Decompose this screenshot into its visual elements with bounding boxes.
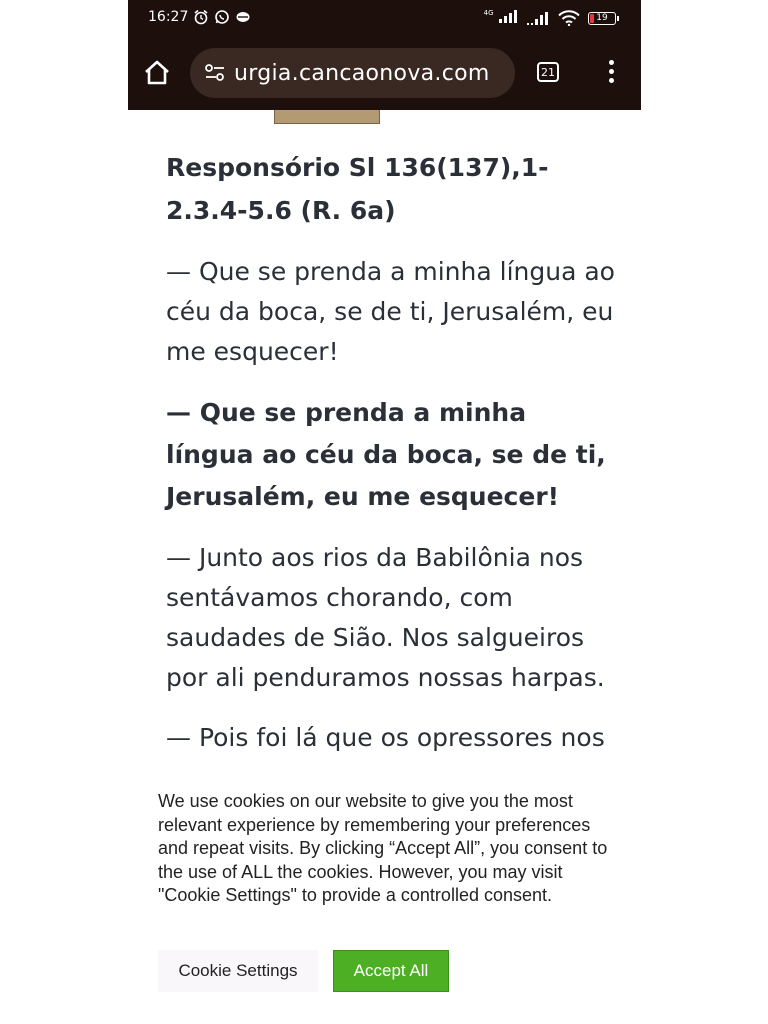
whatsapp-icon: [214, 9, 230, 25]
header-image-edge: [274, 110, 380, 124]
home-icon[interactable]: [142, 58, 172, 88]
alarm-icon: [193, 9, 209, 25]
battery-body: [588, 12, 616, 25]
battery-cap: [617, 16, 619, 21]
cookie-message: We use cookies on our website to give you the most relevant experience by remembering your preferences and repeat visits. By clicking “Accept All”, you consent to the use of ALL the cookies. However, you may visit "Cookie Settings" to provide a controlled consent.: [158, 791, 608, 906]
tab-count: 21: [541, 65, 555, 79]
network-type: [484, 9, 518, 27]
verse-2: — Junto aos rios da Babilônia nos sentávamos chorando, com saudades de Sião. Nos salgueiros por ali penduramos nossas harpas.: [166, 543, 605, 692]
cookie-settings-button[interactable]: Cookie Settings: [158, 950, 318, 992]
article-content: [166, 146, 616, 778]
status-bar: [128, 0, 641, 38]
status-time: 16:27: [148, 9, 189, 25]
phone-screen: [128, 0, 641, 1024]
cookie-consent-banner: [128, 780, 641, 1024]
address-bar[interactable]: [190, 48, 515, 98]
notification-icon: [235, 9, 251, 25]
accept-all-button[interactable]: Accept All: [333, 950, 449, 992]
network-label: 4G: [483, 9, 494, 17]
responsorial-heading: Responsório Sl 136(137),1-2.3.4-5.6 (R. 6a): [166, 153, 549, 225]
url-text[interactable]: urgia.cancaonova.com: [234, 60, 490, 86]
verse-3: — Pois foi lá que os opressores nos: [166, 723, 605, 752]
battery-icon: [588, 12, 619, 25]
battery-level: 19: [596, 13, 608, 23]
verse-refrain: — Que se prenda a minha língua ao céu da boca, se de ti, Jerusalém, eu me esquecer!: [166, 398, 606, 511]
wifi-icon: [558, 10, 580, 26]
tab-switcher-button[interactable]: [537, 62, 559, 82]
browser-toolbar: [128, 38, 641, 110]
status-bar-right: [484, 9, 619, 27]
verse-1: — Que se prenda a minha língua ao céu da boca, se de ti, Jerusalém, eu me esquecer!: [166, 257, 615, 366]
signal-icon: [526, 11, 550, 25]
site-settings-icon[interactable]: [204, 62, 226, 84]
signal-icon: [498, 9, 518, 23]
more-options-icon[interactable]: [606, 60, 616, 86]
status-bar-left: [148, 9, 251, 25]
